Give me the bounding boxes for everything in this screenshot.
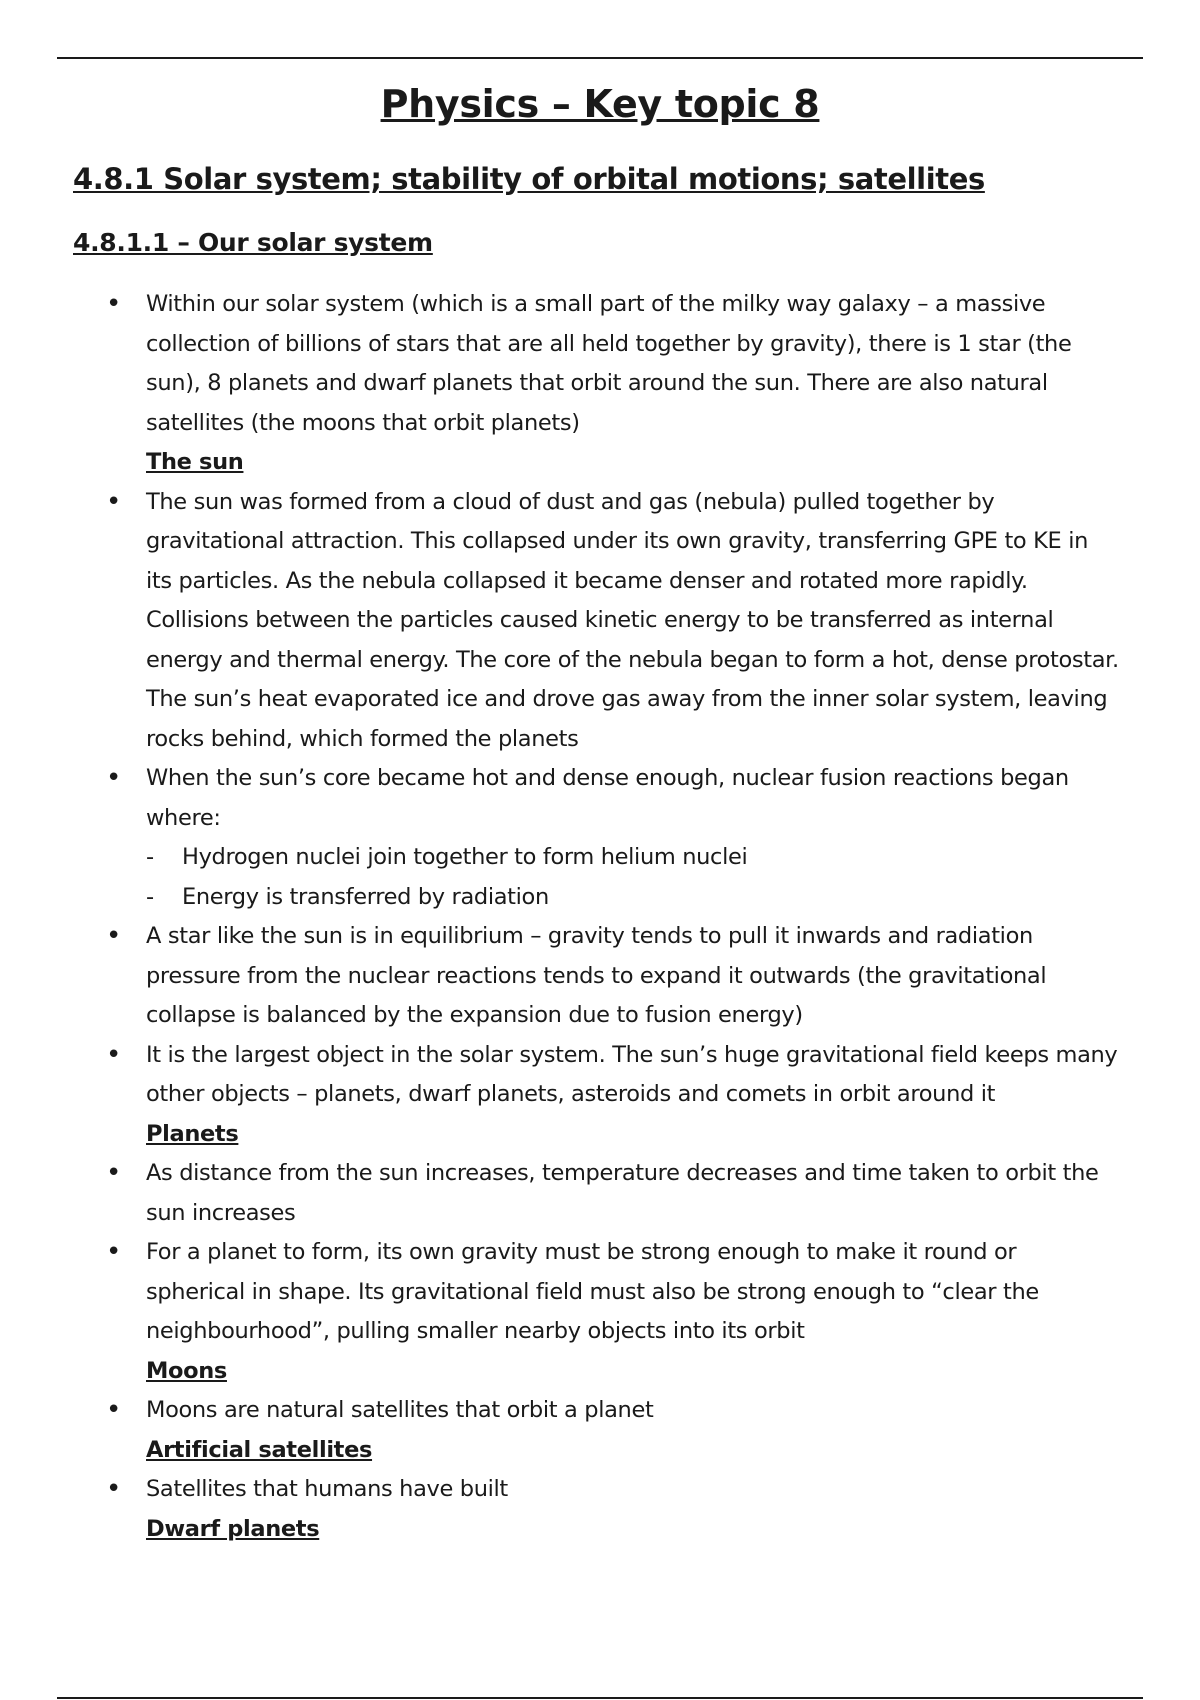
bullet-icon: • <box>106 763 121 793</box>
bullet-icon: • <box>106 1158 121 1188</box>
sub-list-item-text: Energy is transferred by radiation <box>182 883 549 910</box>
section-heading: 4.8.1 Solar system; stability of orbital motions; satellites <box>73 162 985 196</box>
bullet-icon: • <box>106 1237 121 1267</box>
sub-list-item-text: Hydrogen nuclei join together to form helium nuclei <box>182 844 748 870</box>
sub-list-item <box>0 878 1200 918</box>
list-item-text: As distance from the sun increases, temperature decreases and time taken to orbit the sun increases <box>146 1160 1099 1226</box>
list-item-text: Satellites that humans have built <box>146 1476 508 1502</box>
list-item <box>0 1154 1200 1233</box>
page-title: Physics – Key topic 8 <box>380 82 820 126</box>
dash-icon: - <box>146 844 154 870</box>
bullet-icon: • <box>106 486 121 517</box>
subheading-artificial-satellites: Artificial satellites <box>146 1436 373 1463</box>
list-item-text: The sun was formed from a cloud of dust and gas (nebula) pulled together by gravitational attraction. This collapsed under its own gravity, transferring GPE to KE in its particles. As the nebula collapsed it became denser and rotated more rapidly. Collisions between the particles caused kinetic energy to be transferred as internal energy and thermal energy. The core of the nebula began to form a hot, dense protostar. The sun’s heat evaporated ice and drove gas away from the inner solar system, leaving rocks behind, which formed the planets <box>146 488 1119 752</box>
list-item <box>0 759 1200 838</box>
list-item <box>0 483 1200 760</box>
subsection-heading: 4.8.1.1 – Our solar system <box>73 228 433 257</box>
subheading-planets: Planets <box>146 1120 239 1147</box>
bullet-icon: • <box>106 921 121 951</box>
bullet-icon: • <box>106 1039 121 1070</box>
list-item-text: When the sun’s core became hot and dense enough, nuclear fusion reactions began where: <box>146 765 1069 831</box>
top-rule <box>57 57 1143 59</box>
bottom-rule <box>57 1697 1143 1699</box>
bullet-icon: • <box>106 1395 121 1425</box>
list-item <box>0 1391 1200 1431</box>
bullet-icon: • <box>106 1474 121 1504</box>
list-item-text: Moons are natural satellites that orbit a planet <box>146 1397 654 1423</box>
subheading-dwarf-planets: Dwarf planets <box>146 1515 320 1542</box>
list-item-text: Within our solar system (which is a small part of the milky way galaxy – a massive collection of billions of stars that are all held together by gravity), there is 1 star (the sun), 8 planets and dwarf planets that orbit around the sun. There are also natural satellites (the moons that orbit planets) <box>146 291 1072 436</box>
list-item <box>0 1470 1200 1510</box>
subheading-the-sun: The sun <box>146 449 244 475</box>
list-item-text: A star like the sun is in equilibrium – gravity tends to pull it inwards and radiation pressure from the nuclear reactions tends to expand it outwards (the gravitational collapse is balanced by the expansion due to fusion energy) <box>146 923 1047 1028</box>
list-item-text: It is the largest object in the solar system. The sun’s huge gravitational field keeps many other objects – planets, dwarf planets, asteroids and comets in orbit around it <box>146 1041 1118 1107</box>
document-body <box>0 285 1200 1549</box>
subheading-moons: Moons <box>146 1357 227 1384</box>
list-item <box>0 285 1200 443</box>
dash-icon: - <box>146 883 154 910</box>
list-item <box>0 1036 1200 1115</box>
list-item-text: For a planet to form, its own gravity must be strong enough to make it round or spherical in shape. Its gravitational field must also be strong enough to “clear the neighbourhood”, pulling smaller nearby objects into its orbit <box>146 1239 1039 1344</box>
bullet-icon: • <box>106 289 121 319</box>
list-item <box>0 917 1200 1036</box>
sub-list-item <box>0 838 1200 878</box>
list-item <box>0 1233 1200 1352</box>
